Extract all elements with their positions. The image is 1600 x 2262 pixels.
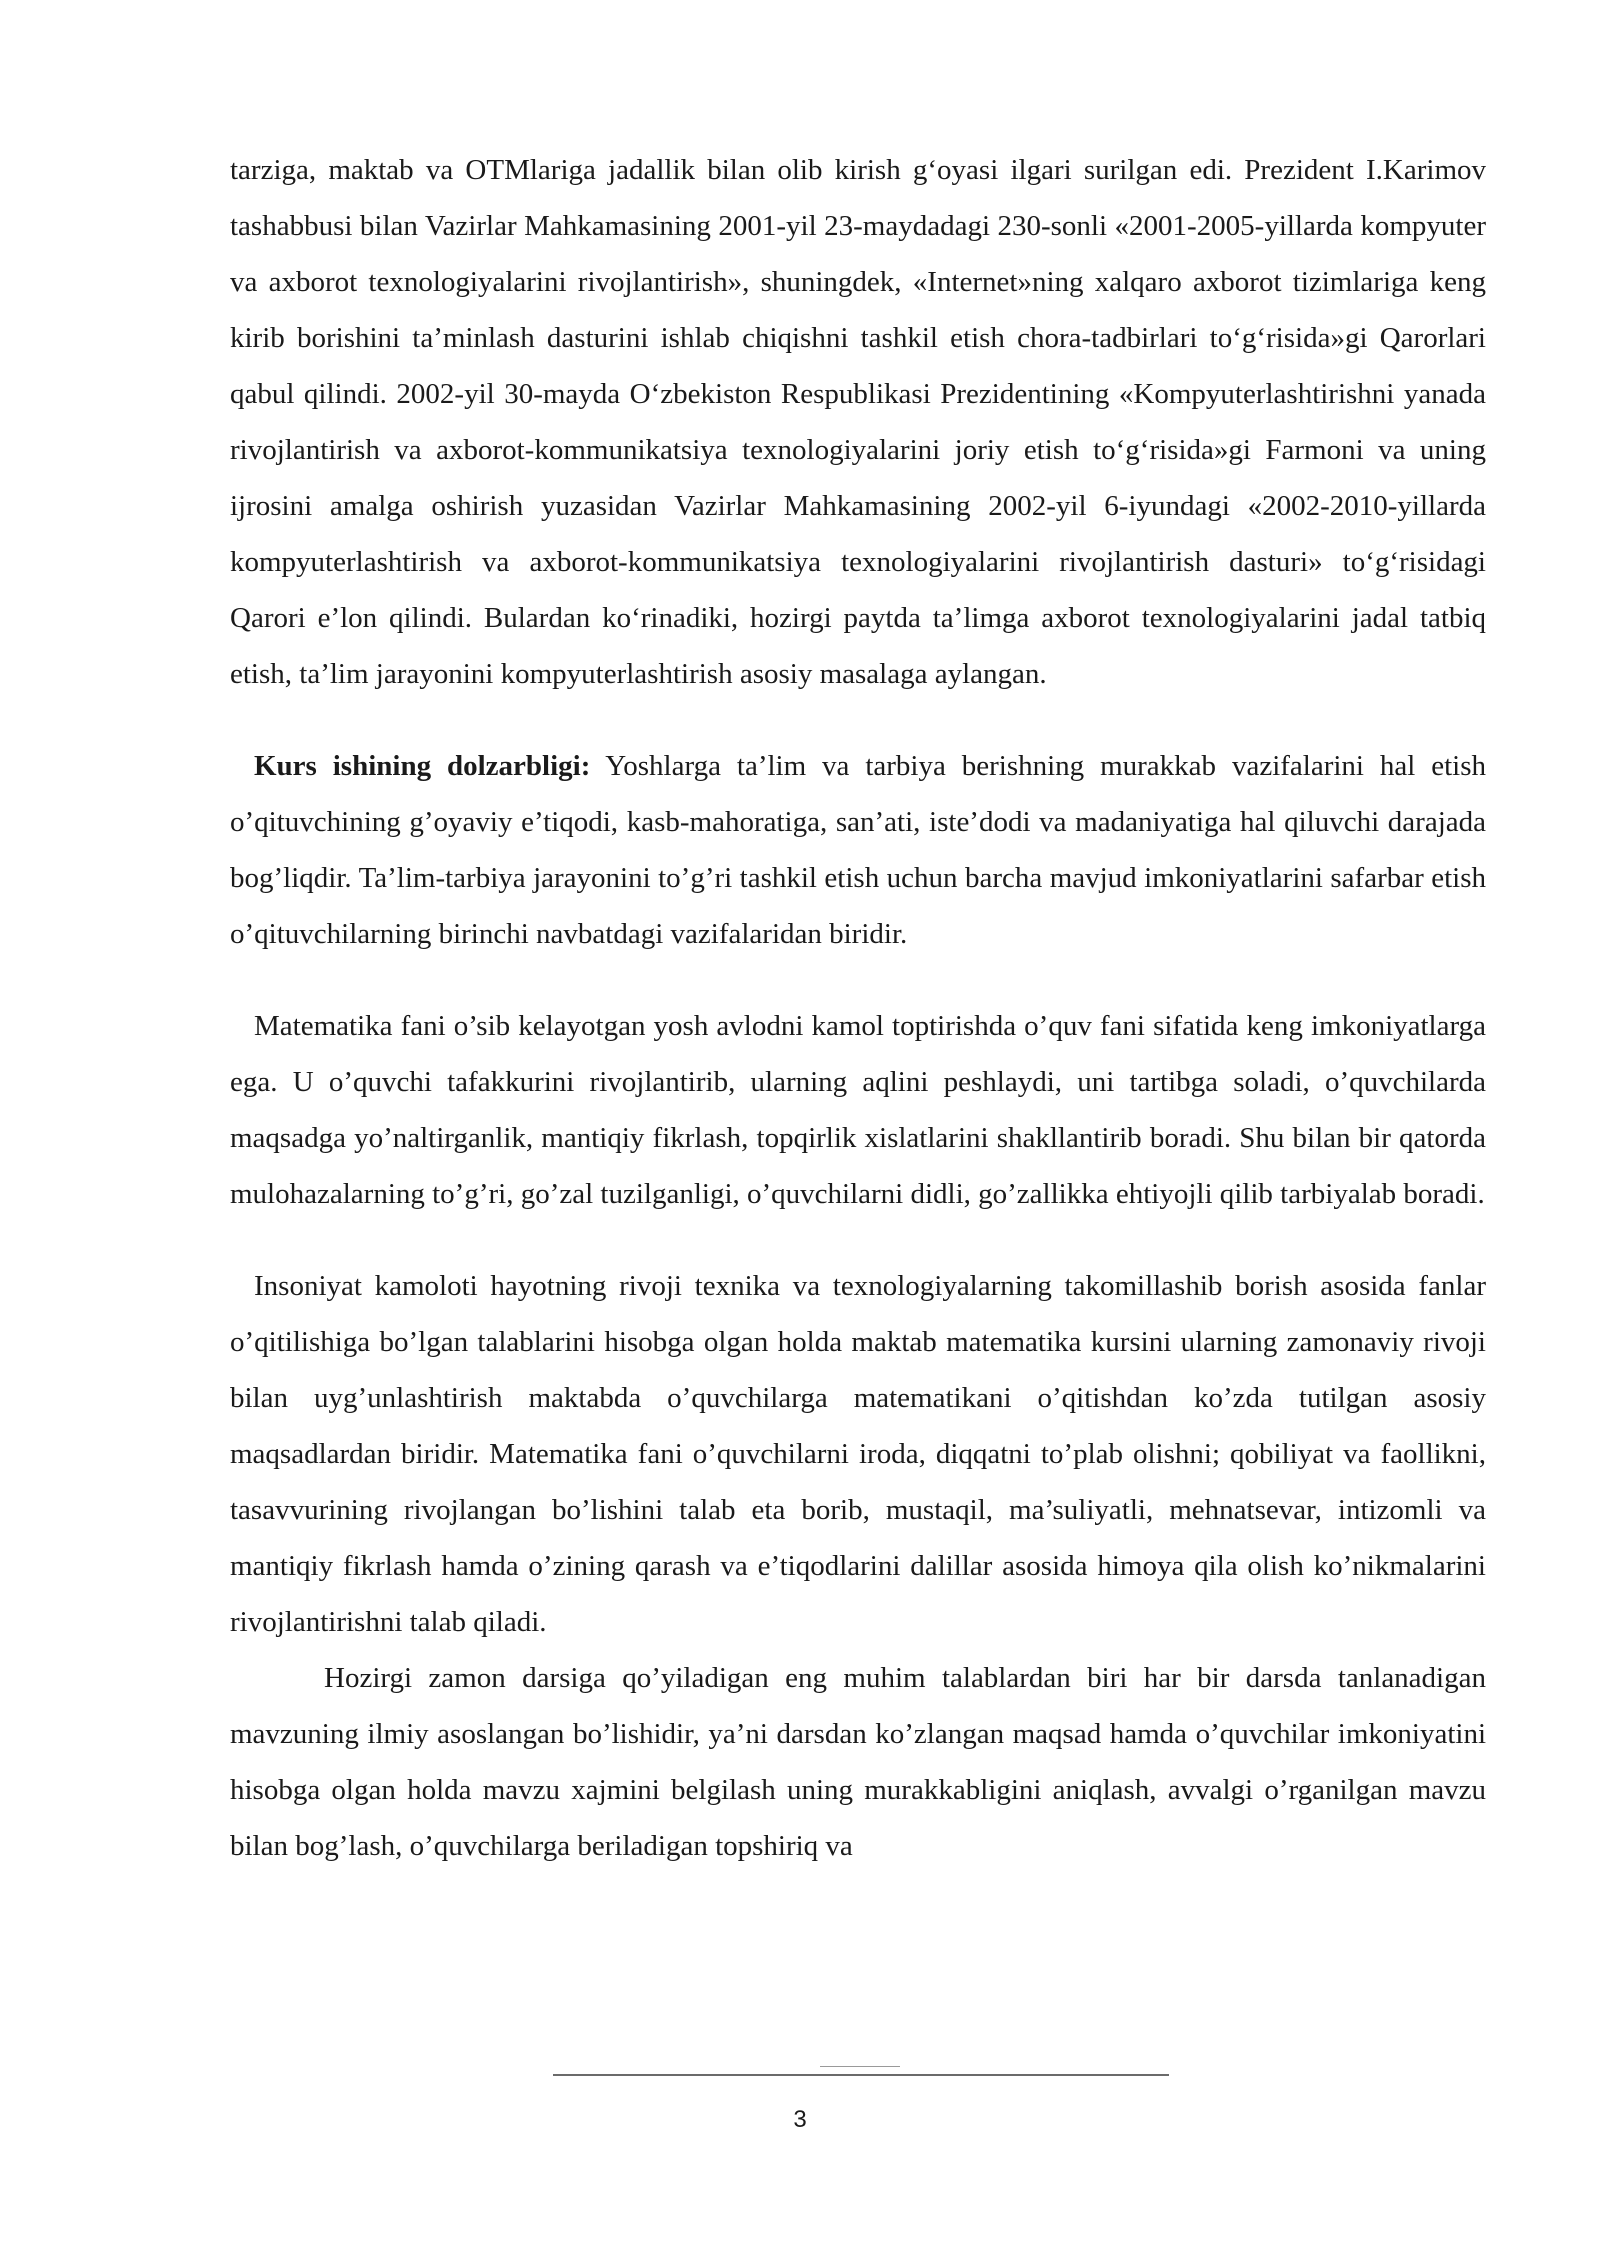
footer-rule-accent (820, 2066, 900, 2067)
paragraph-modern-lesson: Hozirgi zamon darsiga qo’yiladigan eng muhim talablardan biri har bir darsda tanlanadigan mavzuning ilmiy asoslangan bo’lishidir, ya’ni darsdan ko’zlangan maqsad hamda o’quvchilar imkoniyatini hisobga olgan holda mavzu xajmini belgilash uning murakkabligini aniqlash, avvalgi o’rganilgan mavzu bilan bog’lash, o’quvchilarga beriladigan topshiriq va (230, 1662, 1486, 1862)
relevance-heading: Kurs ishining dolzarbligi: (254, 750, 591, 782)
document-body (230, 142, 1486, 1874)
page-number: 3 (793, 2106, 807, 2133)
footer-rule (553, 2074, 1169, 2076)
paragraph-mathematics: Matematika fani o’sib kelayotgan yosh avlodni kamol toptirishda o’quv fani sifatida keng imkoniyatlarga ega. U o’quvchi tafakkurini rivojlantirib, ularning aqlini peshlaydi, uni tartibga soladi, o’quvchilarda maqsadga yo’naltirganlik, mantiqiy fikrlash, topqirlik xislatlarini shakllantirib boradi. Shu bilan bir qatorda mulohazalarning to’g’ri, go’zal tuzilganligi, o’quvchilarni didli, go’zallikka ehtiyojli qilib tarbiyalab boradi. (230, 1010, 1486, 1210)
paragraph-relevance (230, 738, 1486, 962)
paragraph-development: Insoniyat kamoloti hayotning rivoji texnika va texnologiyalarning takomillashib borish asosida fanlar o’qitilishiga bo’lgan talablarini hisobga olgan holda maktab matematika kursini ularning zamonaviy rivoji bilan uyg’unlashtirish maktabda o’quvchilarga matematikani o’qitishdan ko’zda tutilgan asosiy maqsadlardan biridir. Matematika fani o’quvchilarni iroda, diqqatni to’plab olishni; qobiliyat va faollikni, tasavvurining rivojlangan bo’lishini talab eta borib, mustaqil, ma’suliyatli, mehnatsevar, intizomli va mantiqiy fikrlash hamda o’zining qarash va e’tiqodlarini dalillar asosida himoya qila olish ko’nikmalarini rivojlantirishni talab qiladi. (230, 1270, 1486, 1638)
paragraph-continuation: tarziga, maktab va OTMlariga jadallik bilan olib kirish g‘oyasi ilgari surilgan edi. Prezident I.Karimov tashabbusi bilan Vazirlar Mahkamasining 2001-yil 23-maydadagi 230-sonli «2001-2005-yillarda kompyuter va axborot texnologiyalarini rivojlantirish», shuningdek, «Internet»ning xalqaro axborot tizimlariga keng kirib borishini ta’minlash dasturini ishlab chiqishni tashkil etish chora-tadbirlari to‘g‘risida»gi Qarorlari qabul qilindi. 2002-yil 30-mayda O‘zbekiston Respublikasi Prezidentining «Kompyuterlashtirishni yanada rivojlantirish va axborot-kommunikatsiya texnologiyalarini joriy etish to‘g‘risida»gi Farmoni va uning ijrosini amalga oshirish yuzasidan Vazirlar Mahkamasining 2002-yil 6-iyundagi «2002-2010-yillarda kompyuterlashtirish va axborot-kommunikatsiya texnologiyalarini rivojlantirish dasturi» to‘g‘risidagi Qarori e’lon qilindi. Bulardan ko‘rinadiki, hozirgi paytda ta’limga axborot texnologiyalarini jadal tatbiq etish, ta’lim jarayonini kompyuterlashtirish asosiy masalaga aylangan. (230, 154, 1486, 690)
relevance-text: Yoshlarga ta’lim va tarbiya berishning murakkab vazifalarini hal etish o’qituvchining g’oyaviy e’tiqodi, kasb-mahoratiga, san’ati, iste’dodi va madaniyatiga hal qiluvchi darajada bog’liqdir. Ta’lim-tarbiya jarayonini to’g’ri tashkil etish uchun barcha mavjud imkoniyatlarini safarbar etish o’qituvchilarning birinchi navbatdagi vazifalaridan biridir. (230, 750, 1486, 950)
